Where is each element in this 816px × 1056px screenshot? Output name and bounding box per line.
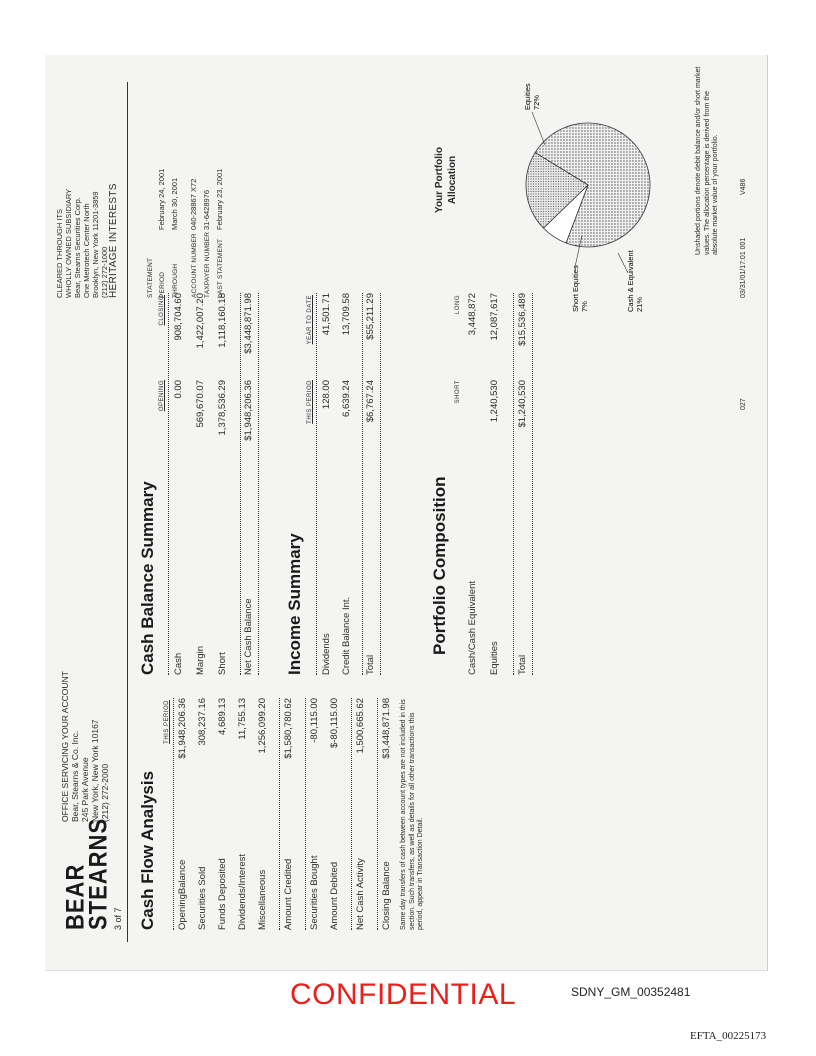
dotted-rule: [351, 698, 352, 930]
row-label: OpeningBalance: [177, 859, 188, 930]
row-value: $3,448,871.98: [381, 698, 392, 759]
cash-balance-row: [195, 293, 209, 675]
cash-flow-row: [355, 698, 369, 930]
clearing-line: (212) 272-1000: [100, 246, 109, 298]
dotted-rule: [380, 293, 381, 675]
confidential-stamp: CONFIDENTIAL: [290, 978, 517, 1011]
row-value: $15,536,489: [517, 293, 528, 346]
row-value: 41,501.71: [321, 293, 332, 336]
clearing-line: One Metrotech Center North: [82, 203, 91, 298]
row-label: Net Cash Activity: [355, 858, 366, 930]
portfolio-col-long: LONG: [455, 295, 461, 315]
cash-flow-row: [237, 698, 251, 930]
dotted-rule: [532, 293, 533, 675]
bear-stearns-logo: [60, 817, 113, 930]
row-label: Total: [517, 654, 528, 675]
row-label: Short: [217, 652, 228, 675]
cash-balance-row: [217, 293, 231, 675]
row-value: 1,500,665.62: [355, 698, 366, 754]
pie-label-short: Short Equities: [571, 265, 580, 312]
row-label: Securities Bought: [309, 855, 320, 930]
dotted-rule: [305, 698, 306, 930]
row-label: Closing Balance: [381, 861, 392, 930]
pie-label-cash-pct: 21%: [635, 296, 644, 312]
row-value: 1,118,160.18: [217, 293, 228, 348]
row-label: Funds Deposited: [217, 858, 228, 930]
row-value: 4,689.13: [217, 698, 228, 735]
row-value: $3,448,871.98: [243, 293, 254, 354]
office-line: OFFICE SERVICING YOUR ACCOUNT: [60, 671, 70, 822]
row-label: Total: [365, 654, 376, 675]
row-value: 3,448,872: [467, 293, 478, 336]
efta-number: EFTA_00225173: [690, 1030, 767, 1042]
divider: [316, 293, 317, 675]
clearing-info: [55, 68, 118, 298]
row-value: 308,237.16: [197, 698, 208, 746]
row-value: $-80,115.00: [329, 698, 340, 749]
through-label: THROUGH: [172, 263, 179, 298]
row-label: Equities: [489, 641, 500, 675]
footer-code: 027: [740, 398, 747, 410]
income-row: [341, 293, 355, 675]
row-value: 1,378,536.29: [217, 380, 228, 436]
row-label: Margin: [195, 645, 206, 675]
account-number: 040-28867 X72: [189, 178, 198, 230]
statement-meta: [145, 68, 227, 298]
row-value: $1,240,530: [517, 380, 528, 428]
row-value: 13,709.58: [341, 293, 352, 336]
row-value: 1,422,007.20: [195, 293, 206, 349]
income-col-ytd: YEAR TO DATE: [307, 295, 313, 345]
income-total-row: [365, 293, 379, 675]
cash-flow-row: [309, 698, 323, 930]
period-start: February 24, 2001: [157, 168, 166, 230]
divider: [168, 293, 169, 675]
row-label: Dividends: [321, 633, 332, 675]
cash-flow-row: [177, 698, 191, 930]
row-value: 11,755.13: [237, 698, 248, 740]
row-value: $6,767.24: [365, 380, 376, 423]
footer-version: V486: [740, 178, 747, 195]
cash-flow-title: Cash Flow Analysis: [138, 770, 157, 930]
period-label: STATEMENT PERIOD: [147, 257, 166, 298]
divider: [173, 698, 174, 930]
statement-page: [45, 55, 768, 971]
cash-flow-row: [257, 698, 271, 930]
row-value: 6,639.24: [341, 380, 352, 417]
dotted-rule: [240, 293, 241, 675]
cash-balance-row: [173, 293, 187, 675]
clearing-line: WHOLLY OWNED SUBSIDIARY: [64, 188, 73, 298]
account-name: HERITAGE INTERESTS: [108, 183, 119, 298]
row-value: 1,240,530: [489, 380, 500, 423]
row-label: Amount Debited: [329, 861, 340, 930]
allocation-pie-chart: [500, 65, 680, 315]
logo-line1: BEAR: [60, 863, 90, 930]
cash-balance-col-opening: OPENING: [159, 380, 165, 412]
row-value: 0.00: [173, 380, 184, 399]
office-line: Bear, Stearns & Co. Inc.: [70, 730, 80, 822]
pie-slices: [526, 123, 650, 247]
cash-balance-title: Cash Balance Summary: [138, 481, 157, 675]
row-label: Cash/Cash Equivalent: [467, 581, 478, 675]
row-value: 128.00: [321, 380, 332, 410]
row-label: Cash: [173, 652, 184, 675]
income-col-period: THIS PERIOD: [307, 380, 313, 424]
row-value: $1,580,780.62: [283, 698, 294, 759]
row-value: 908,704.60: [173, 293, 184, 341]
cash-balance-col-closing: CLOSING: [159, 295, 165, 326]
row-value: -80,115.00: [309, 698, 320, 743]
cash-flow-row: [197, 698, 211, 930]
clearing-line: Brooklyn, New York 11201-3859: [91, 191, 100, 298]
row-value: 569,670.07: [195, 380, 206, 428]
header-rule: [127, 82, 128, 942]
income-title: Income Summary: [285, 533, 304, 675]
office-address: [60, 671, 110, 822]
cash-flow-row: [329, 698, 343, 930]
pie-label-equities: Equities: [523, 83, 532, 110]
footer-timestamp: 03/31/01/17:01 001: [740, 237, 747, 298]
pie-leader-equities: [532, 112, 545, 145]
rotated-content: [45, 55, 767, 970]
page-number: 3 of 7: [113, 907, 123, 930]
dotted-rule: [258, 293, 259, 675]
dotted-rule: [362, 293, 363, 675]
cash-flow-col-header: THIS PERIOD: [164, 700, 170, 744]
logo-line2: STEARNS: [83, 817, 113, 930]
account-label: ACCOUNT NUMBER: [191, 233, 198, 298]
row-label: Miscellaneous: [257, 869, 268, 930]
clearing-line: Bear, Stearns Securities Corp.: [73, 197, 82, 298]
last-statement-date: February 23, 2001: [215, 168, 224, 230]
dotted-rule: [377, 698, 378, 930]
row-label: Dividends/Interest: [237, 853, 248, 930]
row-label: Securities Sold: [197, 866, 208, 930]
cash-flow-row: [381, 698, 395, 930]
row-label: Net Cash Balance: [243, 598, 254, 675]
cash-balance-total-row: [243, 293, 257, 675]
allocation-note: Unshaded portions denote debit balance and/or short market values. The allocation percentage is derived from the absolute market value of your portfolio.: [695, 66, 719, 255]
row-label: Amount Credited: [283, 858, 294, 930]
row-label: Credit Balance Int.: [341, 596, 352, 675]
last-statement-label: LAST STATEMENT: [217, 238, 224, 298]
allocation-title-line2: Allocation: [447, 155, 458, 205]
pie-label-equities-pct: 72%: [532, 94, 541, 110]
office-line: (212) 272-2000: [100, 763, 110, 822]
row-value: $1,948,206.36: [177, 698, 188, 759]
taxpayer-label: TAXPAYER NUMBER: [204, 231, 211, 298]
bates-number: SDNY_GM_00352481: [571, 985, 691, 999]
row-value: $55,211.29: [365, 293, 376, 340]
pie-label-cash: Cash & Equivalent: [626, 250, 635, 312]
dotted-rule: [513, 293, 514, 675]
income-row: [321, 293, 335, 675]
row-value: 1,256,099.20: [257, 698, 268, 754]
portfolio-total-row: [517, 293, 531, 675]
taxpayer-number: 31-6428976: [202, 189, 211, 230]
office-line: 245 Park Avenue: [80, 757, 90, 822]
cash-flow-note: Same day transfers of cash between account types are not included in this section. Such transfers, as well as details for all other transactions this period, appear in Transaction Detail.: [400, 699, 424, 930]
clearing-line: CLEARED THROUGH ITS: [55, 208, 64, 298]
portfolio-row: [489, 293, 503, 675]
allocation-title: [433, 105, 459, 255]
allocation-title-line1: Your Portfolio: [434, 147, 445, 213]
portfolio-col-short: SHORT: [455, 380, 461, 404]
row-value: 12,087,617: [489, 293, 500, 341]
period-end: March 30, 2001: [170, 177, 179, 230]
pie-label-short-pct: 7%: [580, 301, 589, 312]
row-value: $1,948,206.36: [243, 380, 254, 441]
cash-flow-row: [283, 698, 297, 930]
portfolio-title: Portfolio Composition: [430, 476, 449, 655]
dotted-rule: [279, 698, 280, 930]
office-line: New York, New York 10167: [90, 719, 100, 822]
cash-flow-row: [217, 698, 231, 930]
portfolio-row: [467, 293, 481, 675]
